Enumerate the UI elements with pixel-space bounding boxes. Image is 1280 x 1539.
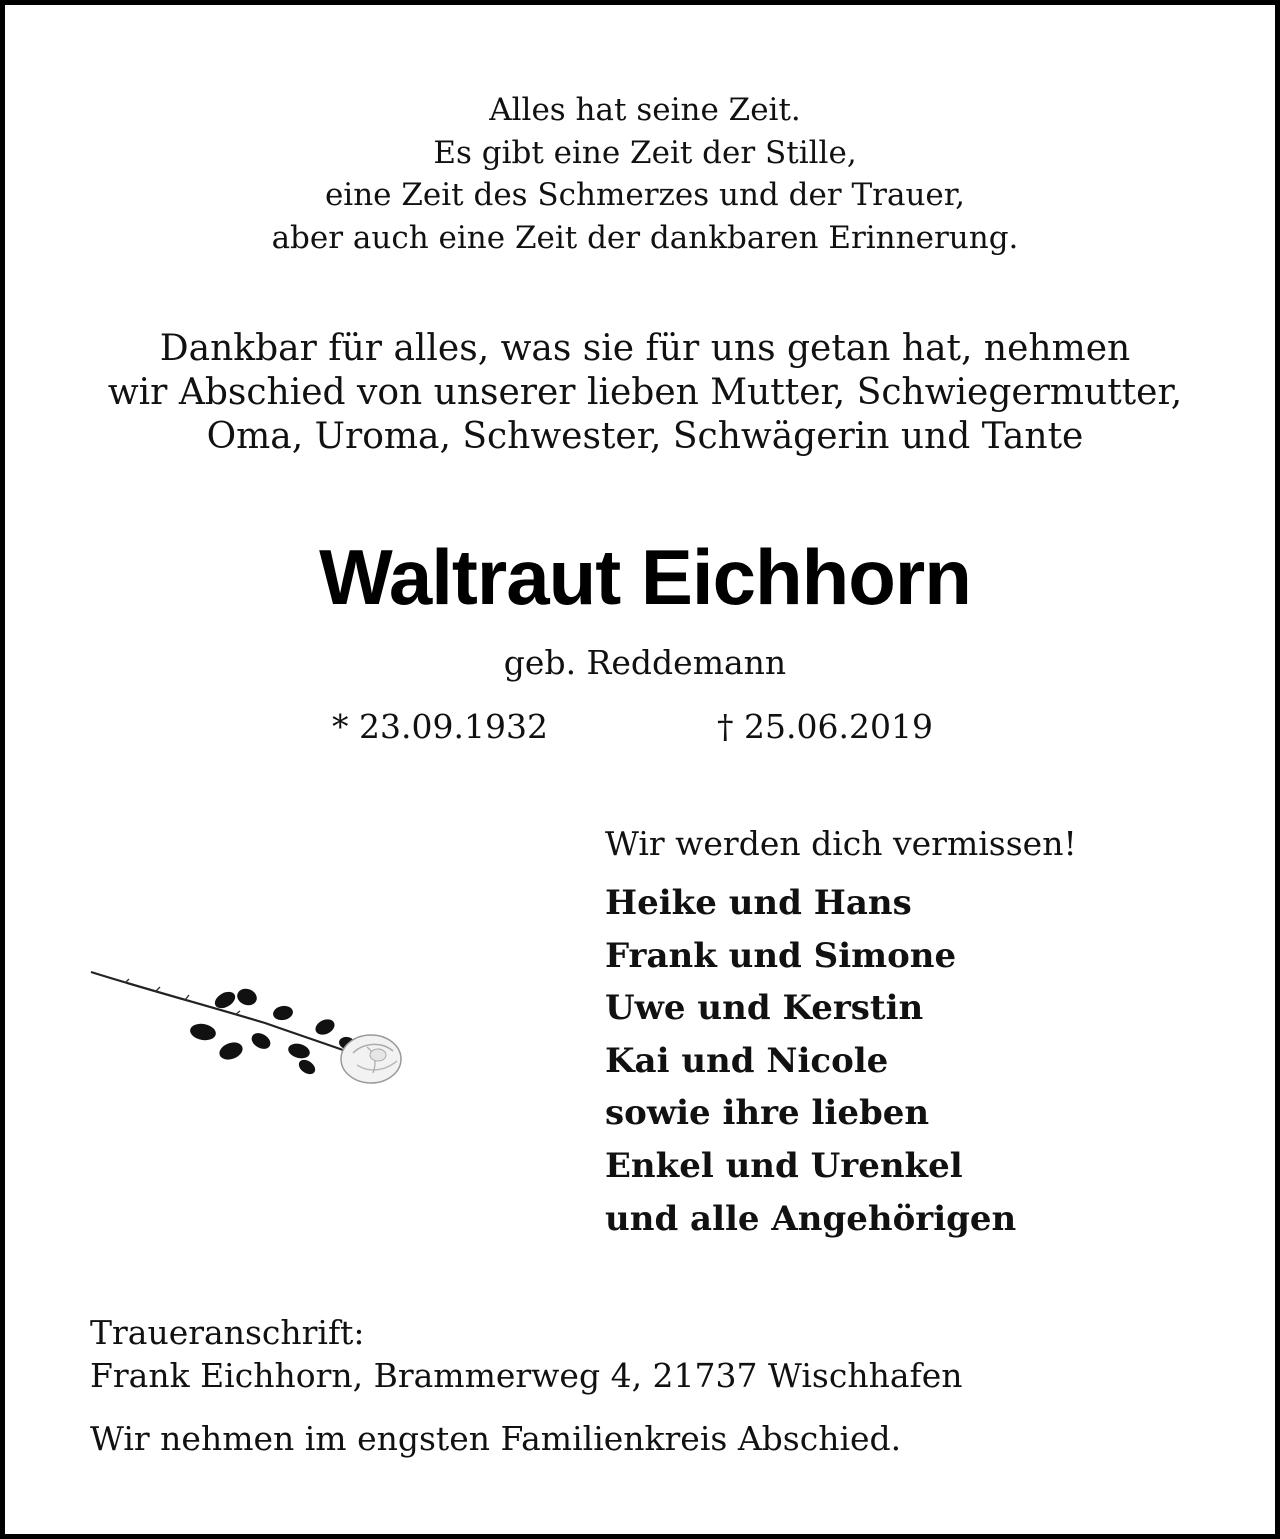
poem-line: Es gibt eine Zeit der Stille, bbox=[433, 134, 857, 171]
intro-text bbox=[5, 327, 1280, 459]
poem-line: aber auch eine Zeit der dankbaren Erinnerung. bbox=[271, 219, 1019, 256]
mourner: Heike und Hans bbox=[605, 883, 912, 923]
intro-line: wir Abschied von unserer lieben Mutter, Schwiegermutter, bbox=[107, 372, 1183, 413]
address-line: Frank Eichhorn, Brammerweg 4, 21737 Wischhafen bbox=[90, 1356, 963, 1395]
mourners-list bbox=[605, 877, 1016, 1245]
mourner: Enkel und Urenkel bbox=[605, 1145, 963, 1186]
mourner: Kai und Nicole bbox=[605, 1040, 889, 1081]
rose-icon bbox=[85, 955, 415, 1095]
deceased-name: Waltraut Eichhorn bbox=[319, 533, 971, 621]
farewell-note: Wir nehmen im engsten Familienkreis Abschied. bbox=[90, 1419, 902, 1458]
poem-line: Alles hat seine Zeit. bbox=[489, 92, 801, 128]
mourner: sowie ihre lieben bbox=[605, 1093, 930, 1134]
mourner: und alle Angehörigen bbox=[605, 1198, 1017, 1239]
intro-line: Oma, Uroma, Schwester, Schwägerin und Tante bbox=[206, 416, 1084, 457]
maiden-name: geb. Reddemann bbox=[503, 643, 787, 682]
address-label: Traueranschrift: bbox=[90, 1313, 365, 1352]
mourner: Uwe und Kerstin bbox=[605, 988, 924, 1029]
mourner: Frank und Simone bbox=[605, 935, 957, 976]
closing-line: Wir werden dich vermissen! bbox=[605, 824, 1077, 863]
intro-line: Dankbar für alles, was sie für uns getan hat, nehmen bbox=[159, 328, 1131, 369]
poem-line: eine Zeit des Schmerzes und der Trauer, bbox=[324, 177, 966, 213]
death-date: † 25.06.2019 bbox=[717, 707, 933, 746]
birth-date: * 23.09.1932 bbox=[332, 707, 548, 746]
poem bbox=[5, 89, 1280, 259]
